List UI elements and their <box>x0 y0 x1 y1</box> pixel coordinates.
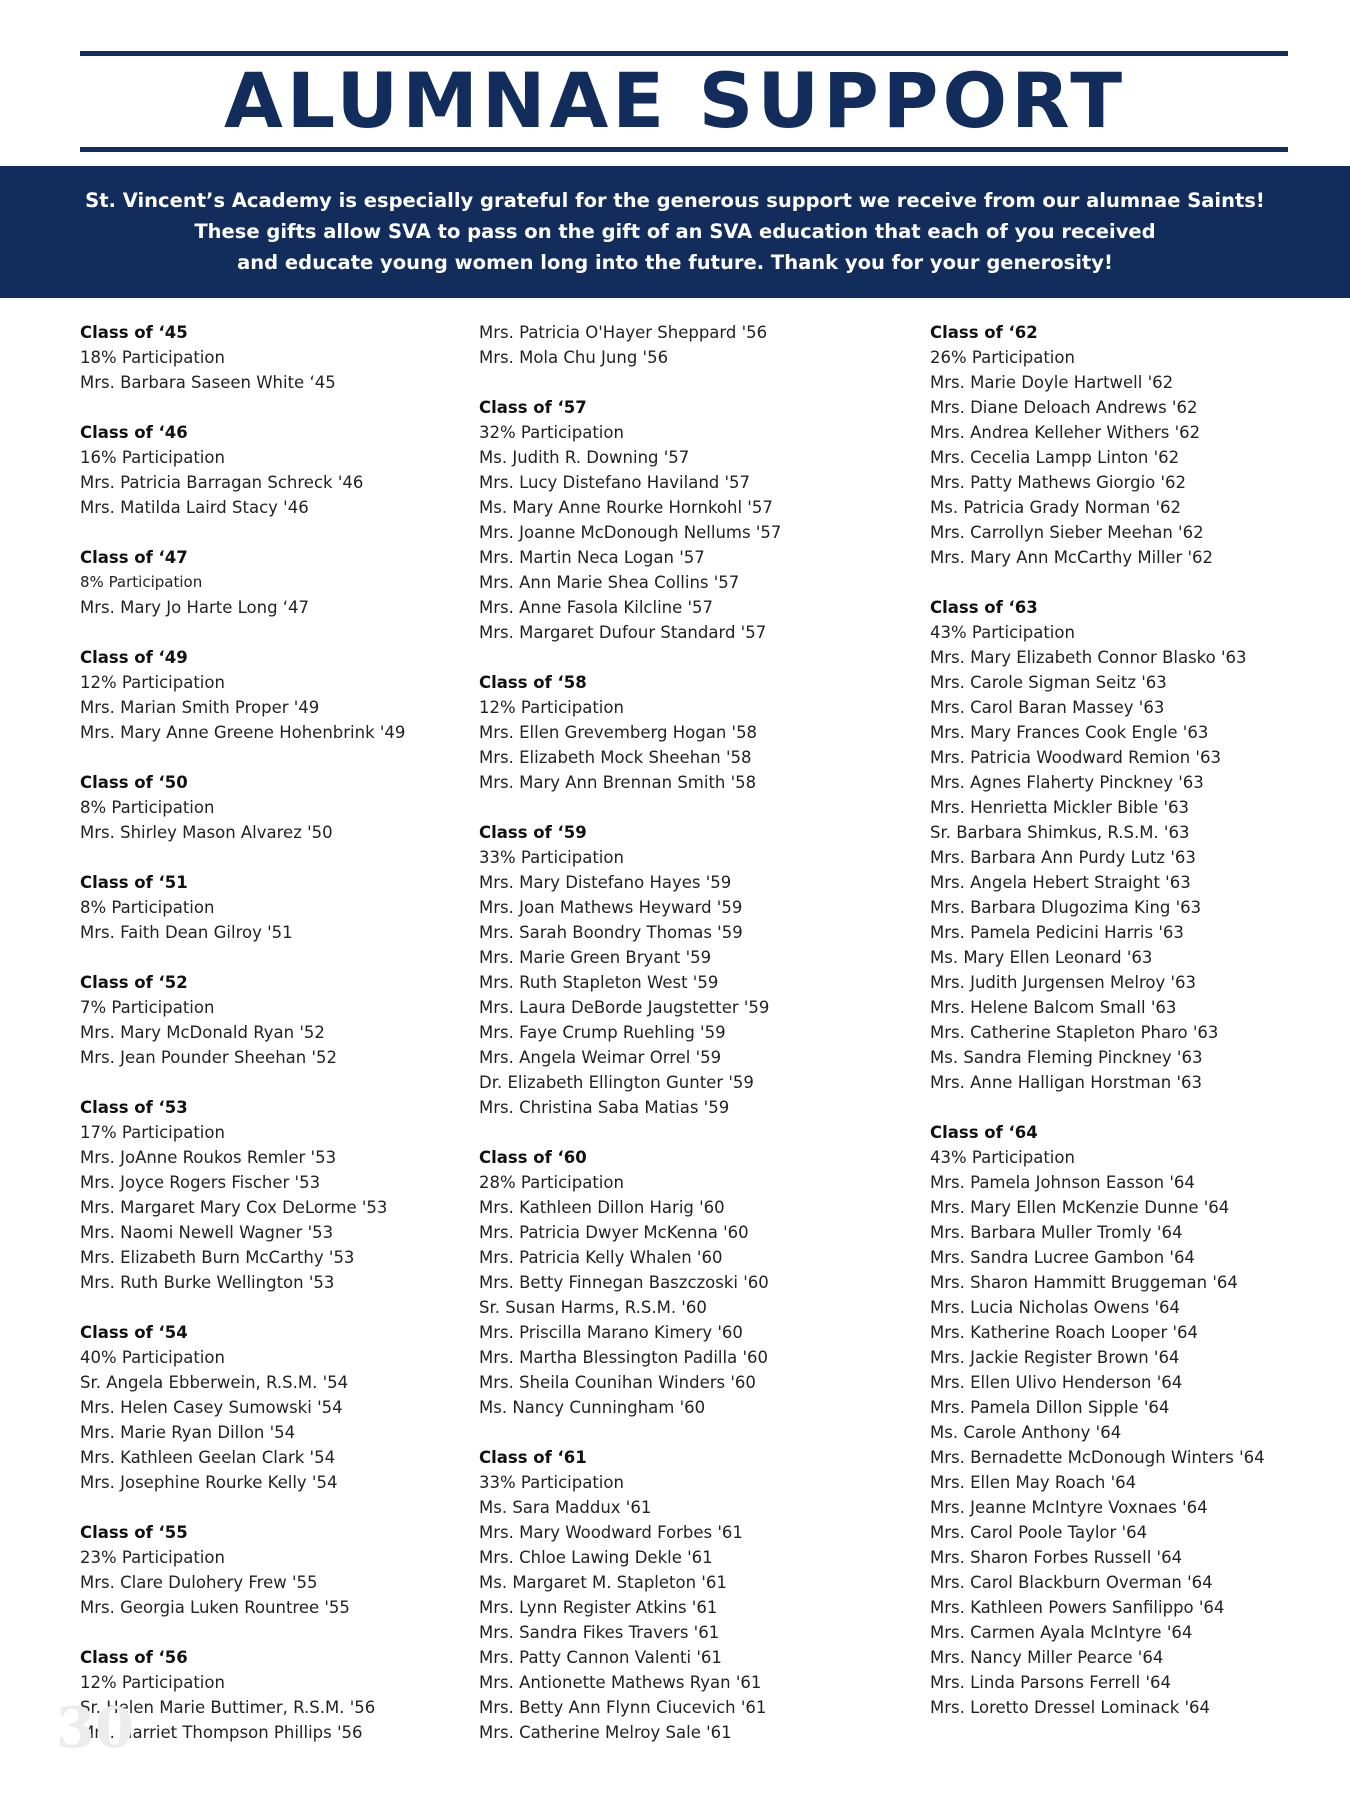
class-heading: Class of ‘50 <box>80 773 188 792</box>
donor-name: Mrs. Mary McDonald Ryan '52 <box>80 1023 325 1042</box>
donor-name: Mrs. Diane Deloach Andrews '62 <box>930 398 1198 417</box>
bottom-rule <box>80 147 1288 152</box>
donor-name: Dr. Elizabeth Ellington Gunter '59 <box>479 1073 754 1092</box>
donor-name: Ms. Patricia Grady Norman '62 <box>930 498 1182 517</box>
class-group <box>479 670 781 795</box>
class-group <box>80 770 405 845</box>
donor-name: Mrs. Nancy Miller Pearce '64 <box>930 1648 1164 1667</box>
donor-column-2 <box>479 320 781 1770</box>
class-group <box>930 1120 1265 1720</box>
class-heading: Class of ‘59 <box>479 823 587 842</box>
donor-name: Mrs. Loretto Dressel Lominack '64 <box>930 1698 1211 1717</box>
donor-name: Mrs. Carrollyn Sieber Meehan '62 <box>930 523 1204 542</box>
donor-name: Mrs. Chloe Lawing Dekle '61 <box>479 1548 713 1567</box>
donor-name: Mrs. Harriet Thompson Phillips '56 <box>80 1723 363 1742</box>
donor-name: Mrs. Mary Elizabeth Connor Blasko '63 <box>930 648 1247 667</box>
thank-you-banner <box>0 166 1350 298</box>
donor-name: Mrs. Georgia Luken Rountree '55 <box>80 1598 350 1617</box>
donor-name: Mrs. Sharon Forbes Russell '64 <box>930 1548 1183 1567</box>
donor-name: Mrs. Helen Casey Sumowski '54 <box>80 1398 343 1417</box>
class-heading: Class of ‘55 <box>80 1523 188 1542</box>
banner-line: St. Vincent’s Academy is especially grateful for the generous support we receive from our alumnae Saints! <box>85 189 1265 212</box>
donor-name: Ms. Carole Anthony '64 <box>930 1423 1122 1442</box>
donor-name: Mrs. Priscilla Marano Kimery '60 <box>479 1323 743 1342</box>
class-group <box>80 1320 405 1495</box>
donor-name: Mrs. Shirley Mason Alvarez '50 <box>80 823 333 842</box>
donor-name: Mrs. Faye Crump Ruehling '59 <box>479 1023 726 1042</box>
participation-rate: 12% Participation <box>479 698 624 717</box>
donor-name: Mrs. Antionette Mathews Ryan '61 <box>479 1673 762 1692</box>
class-heading: Class of ‘62 <box>930 323 1038 342</box>
class-heading: Class of ‘49 <box>80 648 188 667</box>
donor-name: Mrs. Patricia O'Hayer Sheppard '56 <box>479 323 768 342</box>
donor-name: Mrs. Carol Blackburn Overman '64 <box>930 1573 1213 1592</box>
class-heading: Class of ‘57 <box>479 398 587 417</box>
class-group <box>479 820 781 1120</box>
donor-name: Mrs. Ann Marie Shea Collins '57 <box>479 573 740 592</box>
donor-name: Mrs. Sandra Lucree Gambon '64 <box>930 1248 1195 1267</box>
donor-name: Mrs. Mola Chu Jung '56 <box>479 348 669 367</box>
participation-rate: 8% Participation <box>80 898 215 917</box>
class-heading: Class of ‘47 <box>80 548 188 567</box>
donor-name: Mrs. Margaret Dufour Standard '57 <box>479 623 767 642</box>
donor-name: Mrs. Faith Dean Gilroy '51 <box>80 923 293 942</box>
donor-name: Mrs. Martin Neca Logan '57 <box>479 548 705 567</box>
donor-name: Mrs. Sheila Counihan Winders '60 <box>479 1373 756 1392</box>
participation-rate: 40% Participation <box>80 1348 225 1367</box>
donor-name: Mrs. Kathleen Geelan Clark '54 <box>80 1448 336 1467</box>
donor-name: Mrs. Lucia Nicholas Owens '64 <box>930 1298 1181 1317</box>
donor-name: Mrs. Barbara Dlugozima King '63 <box>930 898 1202 917</box>
donor-name: Mrs. Anne Fasola Kilcline '57 <box>479 598 714 617</box>
donor-name: Mrs. Judith Jurgensen Melroy '63 <box>930 973 1197 992</box>
donor-name: Mrs. Andrea Kelleher Withers '62 <box>930 423 1201 442</box>
participation-rate: 33% Participation <box>479 1473 624 1492</box>
class-heading: Class of ‘52 <box>80 973 188 992</box>
class-heading: Class of ‘64 <box>930 1123 1038 1142</box>
donor-name: Mrs. Ruth Burke Wellington '53 <box>80 1273 335 1292</box>
donor-name: Mrs. Mary Ellen McKenzie Dunne '64 <box>930 1198 1230 1217</box>
donor-name: Mrs. Carole Sigman Seitz '63 <box>930 673 1167 692</box>
class-group <box>80 645 405 745</box>
participation-rate: 7% Participation <box>80 998 215 1017</box>
donor-name: Sr. Susan Harms, R.S.M. '60 <box>479 1298 707 1317</box>
donor-name: Mrs. Mary Frances Cook Engle '63 <box>930 723 1209 742</box>
class-group <box>930 595 1265 1095</box>
banner-line: and educate young women long into the future. Thank you for your generosity! <box>237 251 1113 274</box>
participation-rate: 28% Participation <box>479 1173 624 1192</box>
donor-name: Mrs. Ruth Stapleton West '59 <box>479 973 719 992</box>
donor-name: Mrs. Jean Pounder Sheehan '52 <box>80 1048 337 1067</box>
donor-name: Mrs. Mary Anne Greene Hohenbrink '49 <box>80 723 406 742</box>
donor-name: Mrs. Catherine Stapleton Pharo '63 <box>930 1023 1219 1042</box>
class-heading: Class of ‘63 <box>930 598 1038 617</box>
donor-name: Mrs. Katherine Roach Looper '64 <box>930 1323 1199 1342</box>
donor-name: Mrs. Margaret Mary Cox DeLorme '53 <box>80 1198 388 1217</box>
class-heading: Class of ‘58 <box>479 673 587 692</box>
donor-name: Mrs. Marie Ryan Dillon '54 <box>80 1423 296 1442</box>
donor-name: Ms. Margaret M. Stapleton '61 <box>479 1573 727 1592</box>
donor-name: Mrs. Catherine Melroy Sale '61 <box>479 1723 732 1742</box>
donor-name: Mrs. Patty Mathews Giorgio '62 <box>930 473 1187 492</box>
donor-name: Mrs. Linda Parsons Ferrell '64 <box>930 1673 1172 1692</box>
donor-name: Mrs. Elizabeth Mock Sheehan '58 <box>479 748 752 767</box>
donor-name: Mrs. Barbara Muller Tromly '64 <box>930 1223 1183 1242</box>
donor-name: Mrs. Carol Poole Taylor '64 <box>930 1523 1148 1542</box>
donor-name: Mrs. Kathleen Dillon Harig '60 <box>479 1198 725 1217</box>
donor-name: Mrs. Bernadette McDonough Winters '64 <box>930 1448 1265 1467</box>
donor-name: Mrs. Clare Dulohery Frew '55 <box>80 1573 318 1592</box>
class-group <box>80 320 405 395</box>
donor-name: Ms. Mary Anne Rourke Hornkohl '57 <box>479 498 773 517</box>
class-heading: Class of ‘54 <box>80 1323 188 1342</box>
class-heading: Class of ‘60 <box>479 1148 587 1167</box>
class-group <box>80 870 405 945</box>
class-group <box>80 1095 405 1295</box>
class-group <box>80 970 405 1070</box>
page-number: 30 <box>56 1695 134 1761</box>
participation-rate: 12% Participation <box>80 673 225 692</box>
participation-rate: 26% Participation <box>930 348 1075 367</box>
donor-name: Mrs. Christina Saba Matias '59 <box>479 1098 730 1117</box>
class-group <box>80 545 405 620</box>
donor-column-1 <box>80 320 405 1770</box>
donor-name: Mrs. Helene Balcom Small '63 <box>930 998 1177 1017</box>
donor-name: Mrs. Joanne McDonough Nellums '57 <box>479 523 782 542</box>
class-heading: Class of ‘56 <box>80 1648 188 1667</box>
donor-name: Mrs. Lynn Register Atkins '61 <box>479 1598 718 1617</box>
donor-name: Mrs. Patty Cannon Valenti '61 <box>479 1648 722 1667</box>
participation-rate: 43% Participation <box>930 1148 1075 1167</box>
banner-line: These gifts allow SVA to pass on the gift of an SVA education that each of you received <box>194 220 1156 243</box>
donor-name: Mrs. JoAnne Roukos Remler '53 <box>80 1148 337 1167</box>
class-heading: Class of ‘46 <box>80 423 188 442</box>
donor-name: Mrs. Barbara Ann Purdy Lutz '63 <box>930 848 1196 867</box>
donor-name: Mrs. Pamela Pedicini Harris '63 <box>930 923 1184 942</box>
donor-name: Mrs. Mary Ann Brennan Smith '58 <box>479 773 757 792</box>
donor-name: Mrs. Marian Smith Proper '49 <box>80 698 320 717</box>
donor-name: Mrs. Sarah Boondry Thomas '59 <box>479 923 743 942</box>
page-title: ALUMNAE SUPPORT <box>223 56 1127 145</box>
participation-rate: 23% Participation <box>80 1548 225 1567</box>
donor-name: Mrs. Marie Doyle Hartwell '62 <box>930 373 1174 392</box>
donor-name: Mrs. Naomi Newell Wagner '53 <box>80 1223 334 1242</box>
donor-name: Mrs. Mary Ann McCarthy Miller '62 <box>930 548 1214 567</box>
donor-column-3 <box>930 320 1265 1745</box>
donor-name: Mrs. Elizabeth Burn McCarthy '53 <box>80 1248 355 1267</box>
donor-name: Ms. Sara Maddux '61 <box>479 1498 652 1517</box>
class-heading: Class of ‘53 <box>80 1098 188 1117</box>
donor-name: Mrs. Jeanne McIntyre Voxnaes '64 <box>930 1498 1208 1517</box>
donor-name: Mrs. Joan Mathews Heyward '59 <box>479 898 743 917</box>
donor-name: Mrs. Patricia Barragan Schreck '46 <box>80 473 364 492</box>
donor-name: Mrs. Agnes Flaherty Pinckney '63 <box>930 773 1204 792</box>
class-group-continued <box>479 320 781 370</box>
donor-name: Mrs. Ellen May Roach '64 <box>930 1473 1137 1492</box>
donor-name: Mrs. Pamela Dillon Sipple '64 <box>930 1398 1170 1417</box>
donor-name: Ms. Nancy Cunningham '60 <box>479 1398 706 1417</box>
donor-name: Mrs. Mary Jo Harte Long ‘47 <box>80 598 310 617</box>
participation-rate: 16% Participation <box>80 448 225 467</box>
donor-name: Mrs. Carol Baran Massey '63 <box>930 698 1165 717</box>
participation-rate: 12% Participation <box>80 1673 225 1692</box>
donor-name: Mrs. Sharon Hammitt Bruggeman '64 <box>930 1273 1238 1292</box>
donor-name: Ms. Mary Ellen Leonard '63 <box>930 948 1153 967</box>
donor-name: Mrs. Patricia Kelly Whalen '60 <box>479 1248 723 1267</box>
donor-name: Mrs. Marie Green Bryant '59 <box>479 948 712 967</box>
donor-name: Sr. Helen Marie Buttimer, R.S.M. '56 <box>80 1698 376 1717</box>
participation-rate: 43% Participation <box>930 623 1075 642</box>
class-group <box>80 1520 405 1620</box>
donor-name: Mrs. Angela Weimar Orrel '59 <box>479 1048 722 1067</box>
donor-name: Ms. Sandra Fleming Pinckney '63 <box>930 1048 1203 1067</box>
donor-name: Mrs. Joyce Rogers Fischer '53 <box>80 1173 321 1192</box>
donor-name: Mrs. Barbara Saseen White ‘45 <box>80 373 336 392</box>
donor-name: Sr. Barbara Shimkus, R.S.M. '63 <box>930 823 1190 842</box>
donor-name: Mrs. Pamela Johnson Easson '64 <box>930 1173 1195 1192</box>
donor-name: Mrs. Jackie Register Brown '64 <box>930 1348 1180 1367</box>
class-group <box>479 1445 781 1745</box>
donor-name: Mrs. Kathleen Powers Sanfilippo '64 <box>930 1598 1225 1617</box>
donor-name: Mrs. Patricia Woodward Remion '63 <box>930 748 1221 767</box>
donor-name: Mrs. Anne Halligan Horstman '63 <box>930 1073 1203 1092</box>
participation-rate: 8% Participation <box>80 798 215 817</box>
donor-name: Ms. Judith R. Downing '57 <box>479 448 690 467</box>
donor-name: Mrs. Henrietta Mickler Bible '63 <box>930 798 1190 817</box>
participation-rate: 33% Participation <box>479 848 624 867</box>
donor-name: Mrs. Josephine Rourke Kelly '54 <box>80 1473 338 1492</box>
donor-name: Mrs. Carmen Ayala McIntyre '64 <box>930 1623 1193 1642</box>
class-group <box>479 395 781 645</box>
class-group <box>930 320 1265 570</box>
donor-name: Mrs. Mary Woodward Forbes '61 <box>479 1523 743 1542</box>
class-heading: Class of ‘45 <box>80 323 188 342</box>
participation-rate: 8% Participation <box>80 573 203 591</box>
donor-name: Mrs. Betty Finnegan Baszczoski '60 <box>479 1273 769 1292</box>
participation-rate: 18% Participation <box>80 348 225 367</box>
class-group <box>80 420 405 520</box>
donor-name: Mrs. Laura DeBorde Jaugstetter '59 <box>479 998 770 1017</box>
donor-name: Mrs. Patricia Dwyer McKenna '60 <box>479 1223 749 1242</box>
class-group <box>479 1145 781 1420</box>
donor-name: Mrs. Mary Distefano Hayes '59 <box>479 873 732 892</box>
donor-name: Mrs. Martha Blessington Padilla '60 <box>479 1348 768 1367</box>
donor-name: Mrs. Ellen Ulivo Henderson '64 <box>930 1373 1183 1392</box>
donor-name: Mrs. Angela Hebert Straight '63 <box>930 873 1191 892</box>
donor-name: Mrs. Cecelia Lampp Linton '62 <box>930 448 1180 467</box>
participation-rate: 32% Participation <box>479 423 624 442</box>
donor-name: Mrs. Matilda Laird Stacy '46 <box>80 498 309 517</box>
class-heading: Class of ‘51 <box>80 873 188 892</box>
donor-name: Mrs. Betty Ann Flynn Ciucevich '61 <box>479 1698 767 1717</box>
donor-name: Mrs. Lucy Distefano Haviland '57 <box>479 473 751 492</box>
donor-name: Sr. Angela Ebberwein, R.S.M. '54 <box>80 1373 349 1392</box>
donor-name: Mrs. Ellen Grevemberg Hogan '58 <box>479 723 758 742</box>
donor-name: Mrs. Sandra Fikes Travers '61 <box>479 1623 720 1642</box>
class-heading: Class of ‘61 <box>479 1448 587 1467</box>
participation-rate: 17% Participation <box>80 1123 225 1142</box>
